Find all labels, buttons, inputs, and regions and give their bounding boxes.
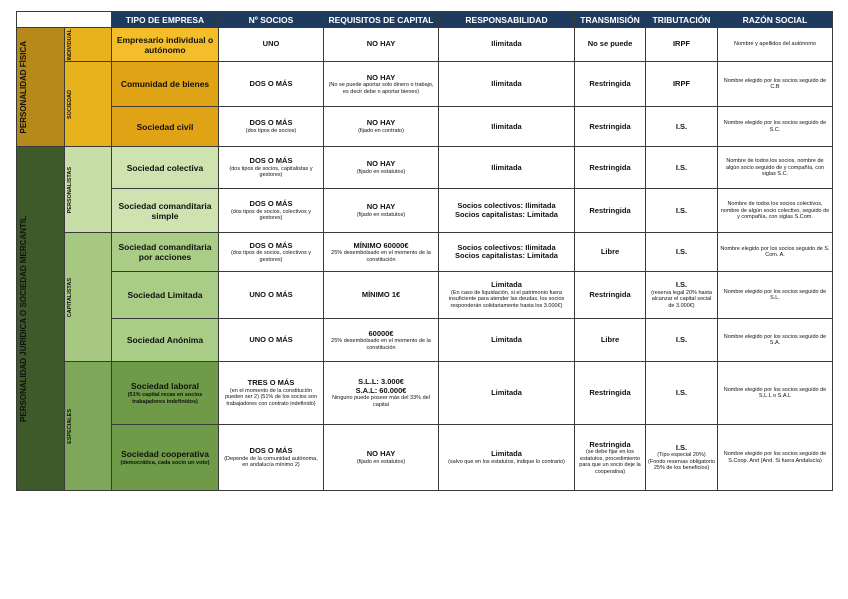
responsabilidad-cell: Socios colectivos: Ilimitada Socios capitalistas: Limitada bbox=[439, 233, 575, 272]
transmision-cell: Restringida bbox=[575, 62, 646, 107]
responsabilidad-cell: Socios colectivos: Ilimitada Socios capitalistas: Limitada bbox=[439, 189, 575, 233]
type-cell: Sociedad laboral (51% capital recae en socios trabajadores indefinidos) bbox=[112, 362, 219, 425]
razon-social-cell: Nombre elegido por los socios seguido de S.A. bbox=[718, 319, 833, 362]
capital-cell: S.L.L: 3.000€ S.A.L: 60.000€ Ninguno puede poseer más del 33% del capital bbox=[324, 362, 439, 425]
socios-cell: DOS O MÁS (dos tipos de socios, colectivos y gestores) bbox=[219, 233, 324, 272]
table-row bbox=[17, 189, 833, 233]
capital-cell: 60000€ 25% desembolsado en el momento de la constitución bbox=[324, 319, 439, 362]
socios-cell: DOS O MÁS (dos tipos de socios) bbox=[219, 107, 324, 147]
razon-social-cell: Nombre de todos los socios colectivos, nombre de algún socio colectivo, seguido de y compañía, con siglas S.Com. bbox=[718, 189, 833, 233]
header-capital: REQUISITOS DE CAPITAL bbox=[324, 12, 439, 28]
socios-cell: DOS O MÁS (Depende de la comunidad autónoma, en andalucía mínimo 2) bbox=[219, 425, 324, 491]
razon-social-cell: Nombre elegido por los socios seguido de S.L. bbox=[718, 272, 833, 319]
transmision-cell: Restringida bbox=[575, 147, 646, 189]
transmision-cell: Libre bbox=[575, 319, 646, 362]
group-fisica: PERSONALIDAD FÍSICA bbox=[17, 28, 65, 147]
table-row bbox=[17, 272, 833, 319]
capital-cell: NO HAY (fijado en estatutos) bbox=[324, 189, 439, 233]
capital-cell: NO HAY (fijado en estatutos) bbox=[324, 147, 439, 189]
table-row bbox=[17, 147, 833, 189]
capital-cell: NO HAY (fijado en contrato) bbox=[324, 107, 439, 147]
header-responsabilidad: RESPONSABILIDAD bbox=[439, 12, 575, 28]
tributacion-cell: I.S. bbox=[646, 107, 718, 147]
socios-cell: DOS O MÁS (dos tipos de socios, colectivos y gestores) bbox=[219, 189, 324, 233]
table-row bbox=[17, 107, 833, 147]
razon-social-cell: Nombre elegido por los socios seguido de S. Com. A. bbox=[718, 233, 833, 272]
type-cell: Empresario individual o autónomo bbox=[112, 28, 219, 62]
transmision-cell: Restringida bbox=[575, 107, 646, 147]
type-cell: Sociedad civil bbox=[112, 107, 219, 147]
header-razon-social: RAZÓN SOCIAL bbox=[718, 12, 833, 28]
socios-cell: UNO bbox=[219, 28, 324, 62]
table-row bbox=[17, 362, 833, 425]
socios-cell: DOS O MÁS bbox=[219, 62, 324, 107]
razon-social-cell: Nombre de todos los socios, nombre de algún socio seguido de y compañía, con siglas S.C. bbox=[718, 147, 833, 189]
table-row bbox=[17, 319, 833, 362]
header-blank bbox=[17, 12, 112, 28]
transmision-cell: Restringida bbox=[575, 272, 646, 319]
razon-social-cell: Nombre elegido por los socios seguido de S.C. bbox=[718, 107, 833, 147]
subgroup-especiales: ESPECIALES bbox=[65, 362, 112, 491]
subgroup-personalistas: PERSONALISTAS bbox=[65, 147, 112, 233]
tributacion-cell: IRPF bbox=[646, 62, 718, 107]
table-row bbox=[17, 233, 833, 272]
socios-cell: UNO O MÁS bbox=[219, 272, 324, 319]
responsabilidad-cell: Ilimitada bbox=[439, 107, 575, 147]
capital-cell: NO HAY (No se puede aportar solo dinero o trabajo, es decir debe n aportar bienes) bbox=[324, 62, 439, 107]
subgroup-capitalistas: CAPITALISTAS bbox=[65, 233, 112, 362]
type-cell: Sociedad comanditaria por acciones bbox=[112, 233, 219, 272]
tributacion-cell: I.S. (Tipo especial 20%) (Fondo reservas obligatorio 25% de los beneficios) bbox=[646, 425, 718, 491]
group-mercantil: PERSONALIDAD JURÍDICA O SOCIEDAD MERCANTIL bbox=[17, 147, 65, 491]
tributacion-cell: I.S. bbox=[646, 147, 718, 189]
tributacion-cell: I.S. bbox=[646, 362, 718, 425]
razon-social-cell: Nombre elegido por los socios seguido de C.B bbox=[718, 62, 833, 107]
type-cell: Sociedad comanditaria simple bbox=[112, 189, 219, 233]
type-cell: Comunidad de bienes bbox=[112, 62, 219, 107]
header-tipo: TIPO DE EMPRESA bbox=[112, 12, 219, 28]
razon-social-cell: Nombre elegido por los socios seguido de S.Coop. And (And. Si fuera Andalucía) bbox=[718, 425, 833, 491]
tributacion-cell: I.S. bbox=[646, 233, 718, 272]
tributacion-cell: I.S. (reserva legal 20% hasta alcanzar el capital social de 3.000€) bbox=[646, 272, 718, 319]
socios-cell: TRES O MÁS (en el momento de la constitución pueden ser 2) (51% de los socios son trabajadores con contrato indefinido) bbox=[219, 362, 324, 425]
capital-cell: NO HAY bbox=[324, 28, 439, 62]
transmision-cell: Restringida (se debe fijar en los estatutos, procedimiento para que un socio deje la cooperativa) bbox=[575, 425, 646, 491]
header-socios: Nº SOCIOS bbox=[219, 12, 324, 28]
transmision-cell: Restringida bbox=[575, 362, 646, 425]
subgroup-individual: INDIVIDUAL bbox=[65, 28, 112, 62]
transmision-cell: Libre bbox=[575, 233, 646, 272]
responsabilidad-cell: Ilimitada bbox=[439, 147, 575, 189]
transmision-cell: Restringida bbox=[575, 189, 646, 233]
razon-social-cell: Nombre elegido por los socios seguido de S.L.L o S.A.L bbox=[718, 362, 833, 425]
tributacion-cell: IRPF bbox=[646, 28, 718, 62]
responsabilidad-cell: Limitada bbox=[439, 362, 575, 425]
type-cell: Sociedad Limitada bbox=[112, 272, 219, 319]
type-cell: Sociedad colectiva bbox=[112, 147, 219, 189]
company-types-table bbox=[16, 11, 833, 491]
capital-cell: MÍNIMO 1€ bbox=[324, 272, 439, 319]
responsabilidad-cell: Ilimitada bbox=[439, 62, 575, 107]
type-cell: Sociedad Anónima bbox=[112, 319, 219, 362]
header-transmision: TRANSMISIÓN bbox=[575, 12, 646, 28]
type-cell: Sociedad cooperativa (democrática, cada socio un voto) bbox=[112, 425, 219, 491]
capital-cell: NO HAY (fijado en estatutos) bbox=[324, 425, 439, 491]
responsabilidad-cell: Limitada bbox=[439, 319, 575, 362]
socios-cell: DOS O MÁS (dos tipos de socios, capitalistas y gestores) bbox=[219, 147, 324, 189]
responsabilidad-cell: Ilimitada bbox=[439, 28, 575, 62]
socios-cell: UNO O MÁS bbox=[219, 319, 324, 362]
transmision-cell: No se puede bbox=[575, 28, 646, 62]
tributacion-cell: I.S. bbox=[646, 189, 718, 233]
header-tributacion: TRIBUTACIÓN bbox=[646, 12, 718, 28]
table-row bbox=[17, 62, 833, 107]
table-row bbox=[17, 28, 833, 62]
subgroup-sociedad: SOCIEDAD bbox=[65, 62, 112, 147]
razon-social-cell: Nombre y apellidos del autónomo bbox=[718, 28, 833, 62]
tributacion-cell: I.S. bbox=[646, 319, 718, 362]
responsabilidad-cell: Limitada (En caso de liquidación, si el patrimonio fuera insuficiente para atender las deudas, los socios responderán solidariamente hasta los 3.000€) bbox=[439, 272, 575, 319]
header-row bbox=[17, 12, 833, 28]
responsabilidad-cell: Limitada (salvo que en los estatutos, indique lo contrario) bbox=[439, 425, 575, 491]
table-row bbox=[17, 425, 833, 491]
capital-cell: MÍNIMO 60000€ 25% desembolsado en el momento de la constitución bbox=[324, 233, 439, 272]
